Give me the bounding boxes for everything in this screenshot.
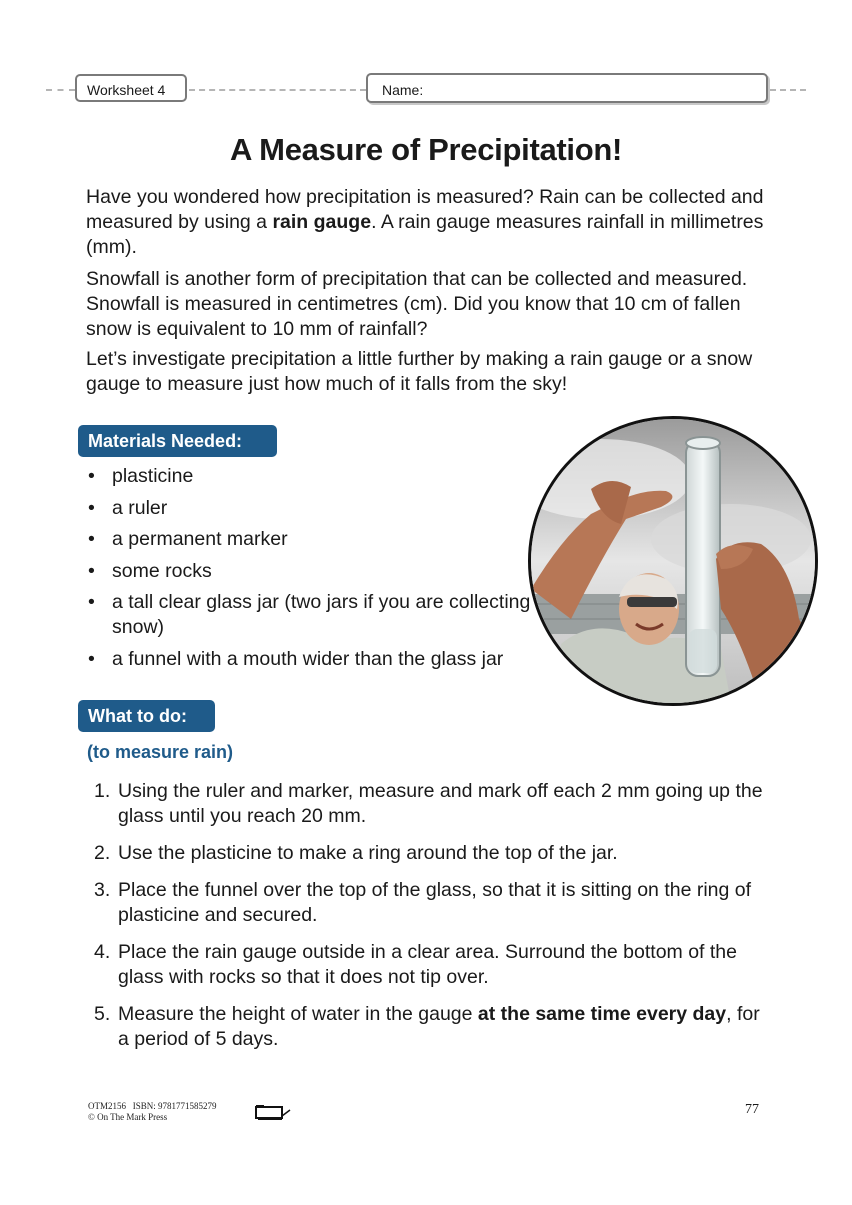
rain-gauge-photo: [528, 416, 818, 706]
step-item: 1. Using the ruler and marker, measure and mark off each 2 mm going up the glass until you reach 20 mm.: [94, 780, 763, 827]
step-item: 5. Measure the height of water in the gauge at the same time every day, for a period of 5 days.: [94, 1003, 760, 1050]
name-field[interactable]: [366, 73, 768, 103]
bullet-icon: •: [88, 528, 95, 550]
material-item: • a funnel with a mouth wider than the glass jar: [88, 647, 504, 670]
footer-isbn: OTM2156 ISBN: 9781771585279: [88, 1101, 217, 1111]
what-to-do-heading: What to do:: [78, 700, 215, 732]
bullet-icon: •: [88, 591, 95, 613]
material-item: • a ruler: [88, 496, 168, 519]
intro-paragraph-2: Snowfall is another form of precipitation that can be collected and measured. Snowfall is measured in centimetres (cm). Did you know that 10 cm of fallen snow is equivalent to 10 mm of rainfall?: [86, 268, 748, 340]
intro-paragraph-1: Have you wondered how precipitation is measured? Rain can be collected and measured by using a rain gauge. A rain gauge measures rainfall in millimetres (mm).: [86, 186, 764, 258]
rain-gauge-illustration: [531, 419, 815, 703]
bullet-icon: •: [88, 559, 95, 582]
footer-copyright: © On The Mark Press: [88, 1112, 168, 1122]
intro-paragraph-3: Let’s investigate precipitation a little further by making a rain gauge or a snow gauge to measure just how much of it falls from the sky!: [86, 348, 753, 395]
rain-subheading: (to measure rain): [87, 742, 234, 762]
materials-heading: Materials Needed:: [78, 425, 277, 457]
footer-code: [88, 1101, 217, 1123]
materials-list: [86, 464, 556, 678]
steps-list: [94, 779, 764, 1064]
bullet-icon: •: [88, 496, 95, 519]
page-number: 77: [745, 1102, 759, 1117]
step-item: 4. Place the rain gauge outside in a clear area. Surround the bottom of the glass with rocks so that it does not tip over.: [94, 941, 737, 988]
book-icon: [254, 1102, 292, 1127]
header-dash-left: [46, 89, 75, 91]
material-item: • plasticine: [88, 465, 194, 487]
name-label: Name:: [382, 82, 424, 98]
material-item: • some rocks: [88, 559, 212, 582]
material-item: • a tall clear glass jar (two jars if you are collecting snow): [88, 591, 531, 638]
rain-gauge-term: rain gauge: [272, 211, 372, 233]
material-item: • a permanent marker: [88, 528, 288, 550]
bullet-icon: •: [88, 465, 95, 487]
step-item: 2. Use the plasticine to make a ring around the top of the jar.: [94, 842, 618, 864]
step-item: 3. Place the funnel over the top of the glass, so that it is sitting on the ring of plasticine and secured.: [94, 879, 752, 926]
bullet-icon: •: [88, 647, 95, 670]
page-title: A Measure of Precipitation!: [229, 132, 623, 167]
worksheet-label: Worksheet 4: [75, 74, 187, 102]
header-dash-right: [770, 89, 806, 91]
header-dash-middle: [189, 89, 366, 91]
